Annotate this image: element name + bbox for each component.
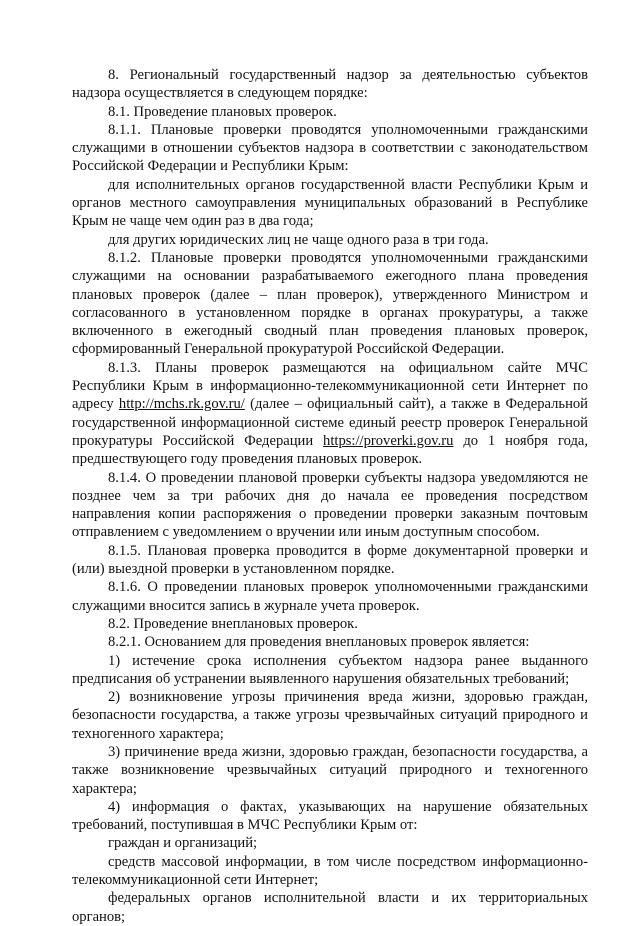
document-page bbox=[72, 62, 588, 926]
paragraph-8-2-1: 8.2.1. Основанием для проведения внеплановых проверок является: bbox=[108, 634, 530, 651]
paragraph-8-2-1-4-source-b: средств массовой информации, в том числе посредством информационно-телекоммуникационной сети Интернет; bbox=[72, 853, 588, 889]
paragraph-8-1-3-text-c: до 1 ноября года, предшествующего году проведения плановых проверок. bbox=[72, 432, 588, 468]
paragraph-8-2-1-item-1: 1) истечение срока исполнения субъектом надзора ранее выданного предписания об устранении выявленного нарушения обязательных требований; bbox=[72, 652, 588, 687]
paragraph-8-1-3 bbox=[72, 359, 588, 469]
paragraph-8-1-1: 8.1.1. Плановые проверки проводятся уполномоченными гражданскими служащими в отношении субъектов надзора в соответствии с законодательством Российской Федерации и Республики Крым: bbox=[72, 121, 588, 175]
paragraph-8-2-1-4-source-c: федеральных органов исполнительной власти и их территориальных органов; bbox=[72, 890, 588, 925]
paragraph-8-2-1-item-2: 2) возникновение угрозы причинения вреда жизни, здоровью граждан, безопасности государства, а также угрозы чрезвычайных ситуаций природного и техногенного характера; bbox=[72, 689, 588, 742]
paragraph-8-1-4: 8.1.4. О проведении плановой проверки субъекты надзора уведомляются не позднее чем за три рабочих дня до начала ее проведения посредством направления копии распоряжения о проведении проверки заказным почтовым отправлением с уведомлением о вручении или иным доступным способом. bbox=[72, 469, 588, 541]
paragraph-8-1-2: 8.1.2. Плановые проверки проводятся уполномоченными гражданскими служащими на основании разрабатываемого ежегодного плана проведения плановых проверок (далее – план проверок), утвержденного Министром и согласованного в установленном порядке в органах прокуратуры, а также включенного в ежегодный сводный план проведения плановых проверок, сформированный Генеральной прокуратурой Российской Федерации. bbox=[72, 249, 588, 358]
paragraph-8-1-3-text-b: (далее – официальный сайт), а также в Федеральной государственной информационной системе единый реестр проверок Генеральной прокуратуры Российской Федерации bbox=[72, 396, 588, 449]
paragraph-8-1-1-item-b: для других юридических лиц не чаще одного раза в три года. bbox=[108, 231, 489, 248]
paragraph-8-1-3-text-a: 8.1.3. Планы проверок размещаются на официальном сайте МЧС Республики Крым в информационно-телекоммуникационной сети Интернет по адресу bbox=[72, 359, 588, 413]
mchs-site-link[interactable]: http://mchs.rk.gov.ru/ bbox=[118, 396, 245, 413]
paragraph-8-2-1-item-3: 3) причинение вреда жизни, здоровью граждан, безопасности государства, а также возникновение чрезвычайных ситуаций природного и техногенного характера; bbox=[72, 743, 588, 797]
paragraph-8-2-1-4-source-a: граждан и организаций; bbox=[108, 835, 258, 852]
paragraph-8-1: 8.1. Проведение плановых проверок. bbox=[108, 103, 337, 120]
paragraph-8-2: 8.2. Проведение внеплановых проверок. bbox=[108, 615, 358, 632]
paragraph-8-1-1-item-a: для исполнительных органов государственной власти Республики Крым и органов местного самоуправления муниципальных образований в Республике Крым не чаще чем один раз в два года; bbox=[72, 176, 588, 230]
paragraph-8-1-5: 8.1.5. Плановая проверка проводится в форме документарной проверки и (или) выездной проверки в установленном порядке. bbox=[72, 542, 588, 578]
paragraph-8: 8. Региональный государственный надзор за деятельностью субъектов надзора осуществляется в следующем порядке: bbox=[72, 67, 588, 102]
proverki-site-link[interactable]: https://proverki.gov.ru bbox=[323, 432, 454, 449]
paragraph-8-1-6: 8.1.6. О проведении плановых проверок уполномоченными гражданскими служащими вносится запись в журнале учета проверок. bbox=[72, 579, 588, 614]
paragraph-8-2-1-item-4: 4) информация о фактах, указывающих на нарушение обязательных требований, поступившая в МЧС Республики Крым от: bbox=[72, 798, 588, 834]
